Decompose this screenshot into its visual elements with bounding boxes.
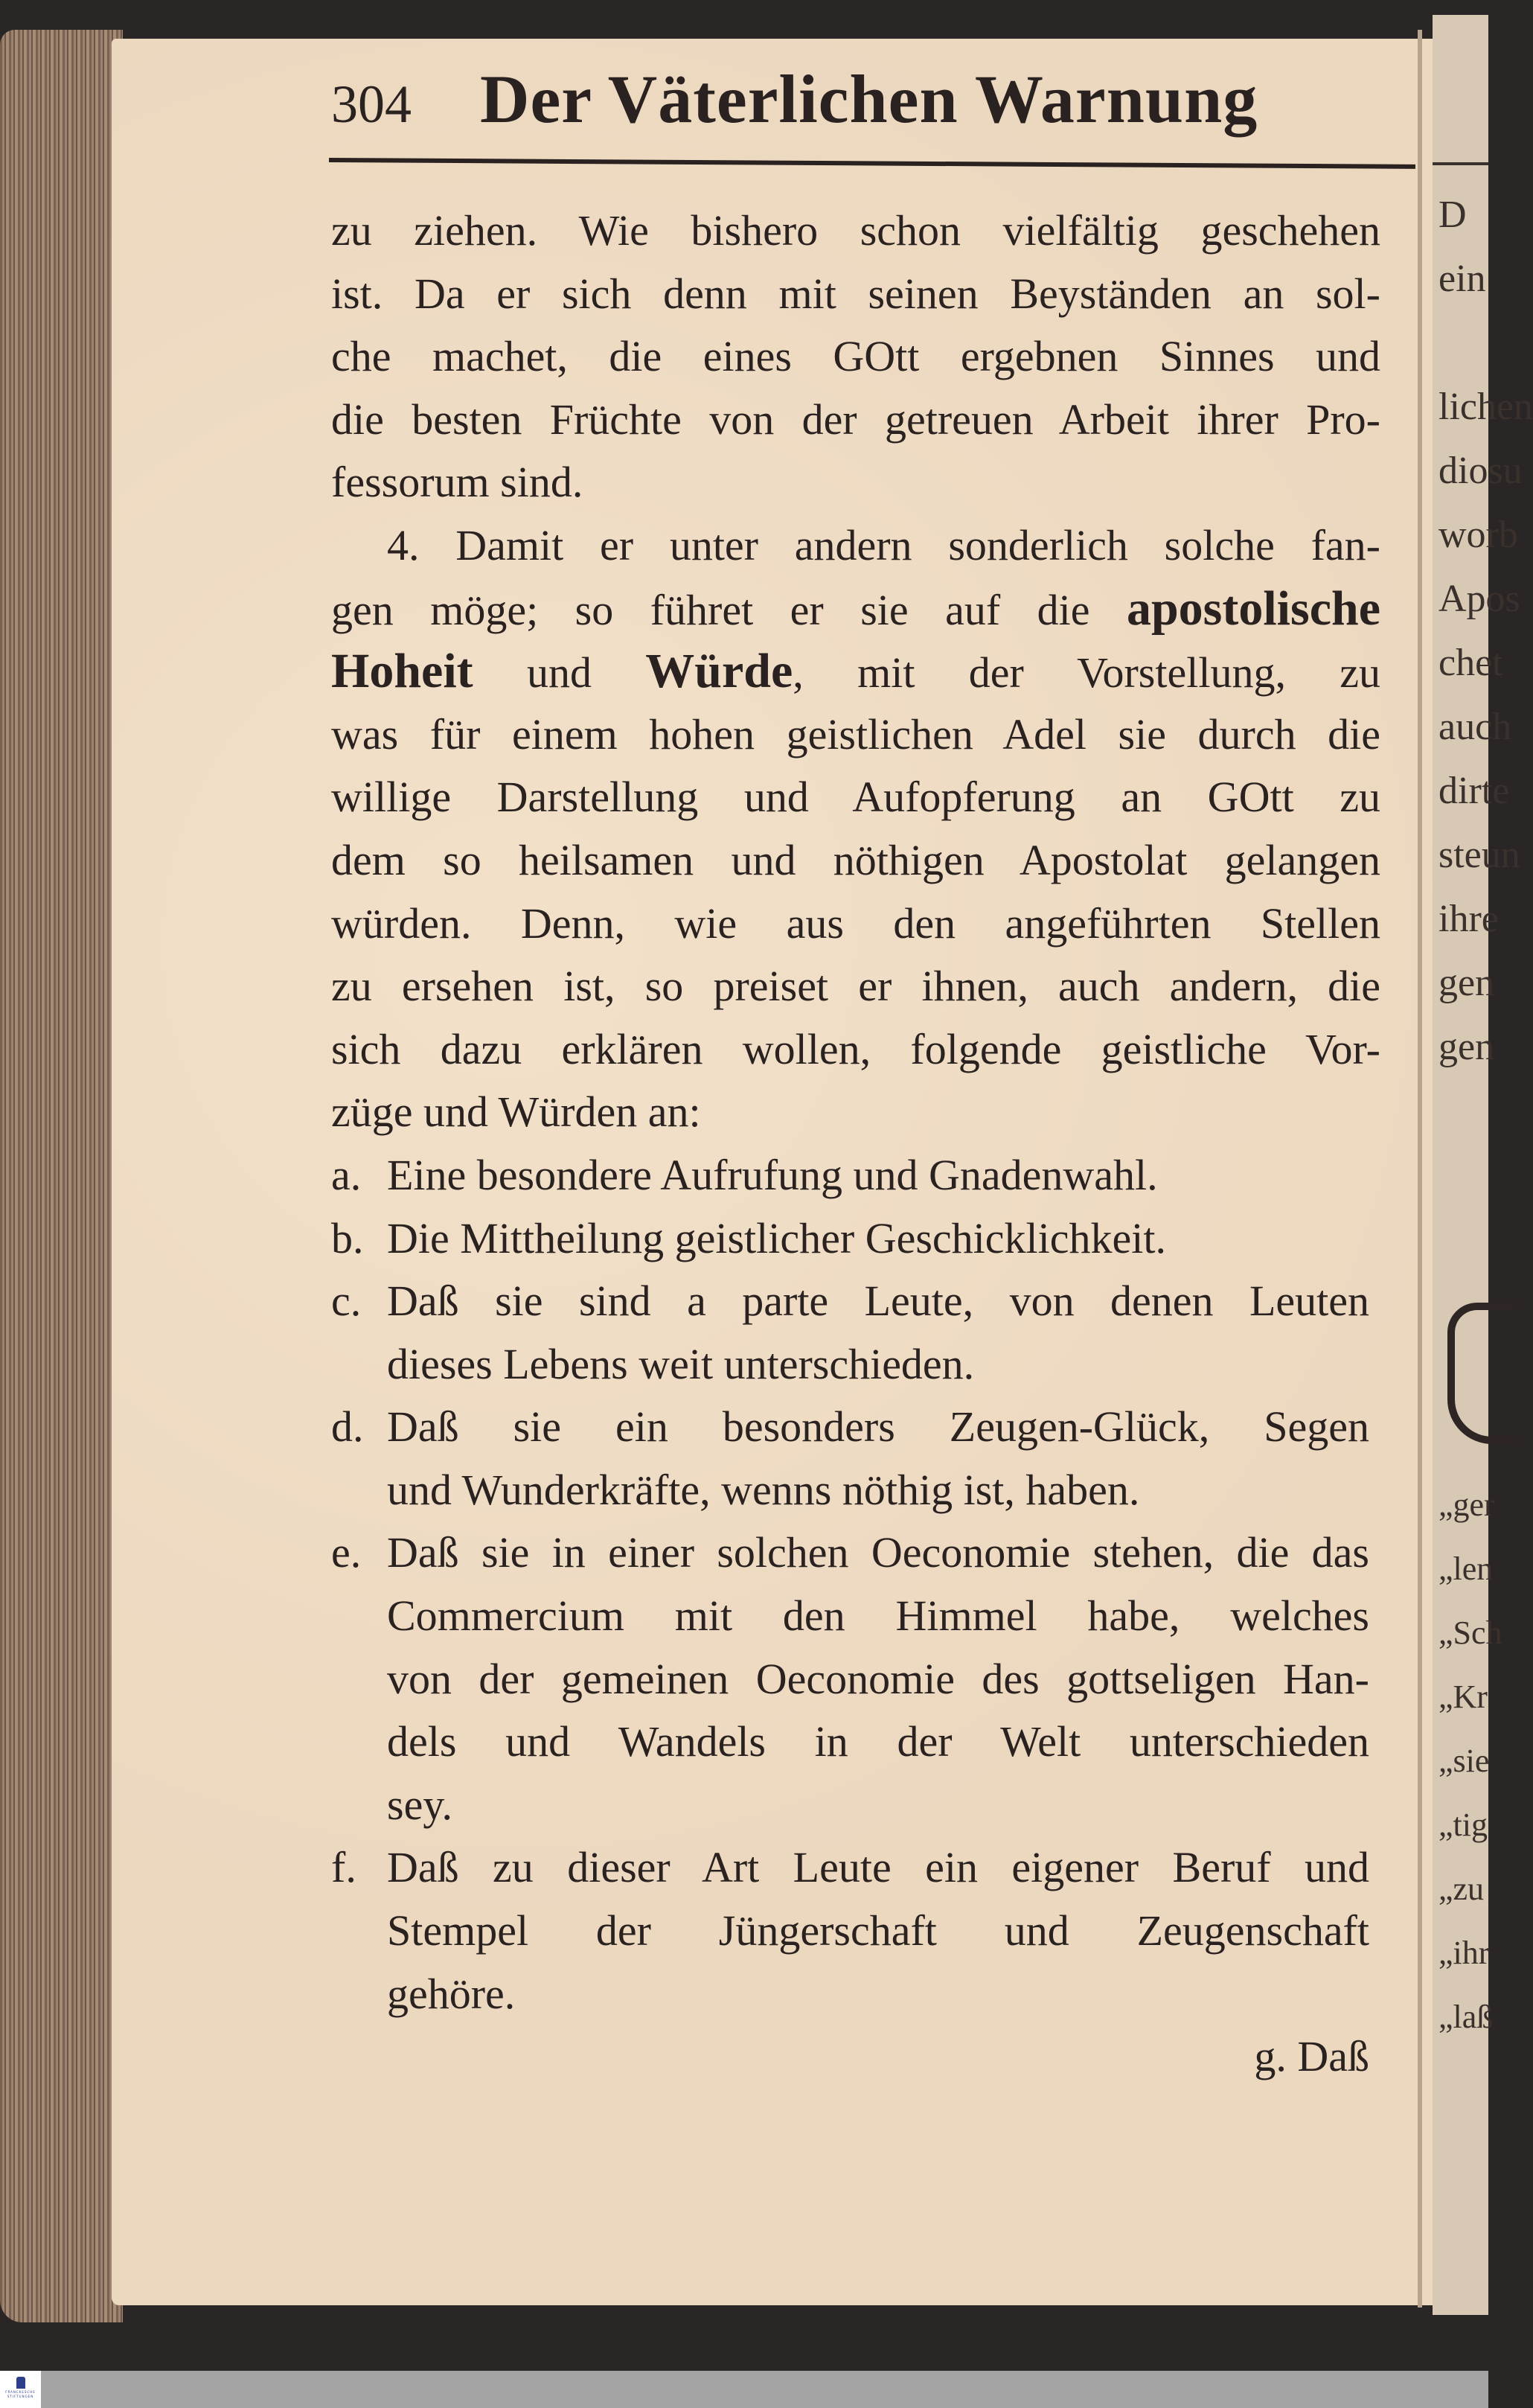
list-item-line: Stempel der Jüngerschaft und Zeugenschaft [387, 1906, 1369, 1955]
text-line: dem so heilsamen und nöthigen Apostolat gelangen [331, 835, 1380, 884]
adjacent-page-fragment: „ger [1438, 1486, 1495, 1523]
list-item [331, 1270, 1380, 1396]
adjacent-page-fragment: gen [1438, 1026, 1495, 1068]
adjacent-page-fragment: ein [1438, 258, 1486, 300]
list-item-line: und Wunderkräfte, wenns nöthig ist, haben. [387, 1465, 1140, 1514]
viewer-bottom-bar [0, 2371, 1488, 2408]
page-number: 304 [331, 74, 412, 134]
list-item [331, 1521, 1380, 1836]
list-item-line: Daß sie ein besonders Zeugen-Glück, Segen [387, 1402, 1369, 1451]
adjacent-page-fragment: diosu [1438, 450, 1523, 492]
list-item-line: gehöre. [387, 1969, 516, 2018]
logo-figure-icon [16, 2377, 25, 2389]
list-item-line: Daß sie in einer solchen Oeconomie stehen, die das [387, 1528, 1369, 1577]
page-fold [1418, 30, 1422, 2308]
text-line: was für einem hohen geistlichen Adel sie durch die [331, 709, 1380, 759]
logo-text-1: FRANCKESCHE [5, 2390, 36, 2394]
list-item-label: b. [331, 1213, 364, 1262]
text-line: züge und Würden an: [331, 1088, 701, 1137]
list-item-line: dels und Wandels in der Welt unterschieden [387, 1717, 1369, 1766]
adjacent-page-strip [1433, 15, 1533, 2315]
adjacent-page-fragment: ihre [1438, 898, 1499, 940]
list-item-line: dieses Lebens weit unterschieden. [387, 1339, 975, 1388]
text-line: sich dazu erklären wollen, folgende geistliche Vor- [331, 1024, 1380, 1073]
list-item-line: Daß sie sind a parte Leute, von denen Leuten [387, 1277, 1369, 1326]
text-line [331, 578, 1380, 641]
running-title: Der Väterlichen Warnung [480, 61, 1258, 137]
adjacent-page-fragment: „ihr [1438, 1935, 1490, 1971]
list-item-line: Commercium mit den Himmel habe, welches [387, 1591, 1369, 1641]
list-item-line: Die Mittheilung geistlicher Geschicklichkeit. [387, 1213, 1166, 1262]
text-segment: , mit der Vorstellung, zu [793, 648, 1380, 697]
adjacent-page-fragment: „Sch [1438, 1615, 1502, 1651]
list-item [331, 1144, 1380, 1207]
text-line: zu ersehen ist, so preiset er ihnen, auch andern, die [331, 962, 1380, 1011]
emphasized-text: Würde [645, 644, 793, 699]
list-item-line: Eine besondere Aufrufung und Gnadenwahl. [387, 1150, 1158, 1199]
emphasized-text: Hoheit [331, 644, 473, 699]
list-item-label: a. [331, 1150, 362, 1199]
adjacent-page-fragment: Apos [1438, 578, 1520, 620]
adjacent-page-fragment [1438, 311, 1533, 375]
list-item-line: von der gemeinen Oeconomie des gottseligen Han- [387, 1654, 1369, 1703]
adjacent-page-upper-text [1438, 183, 1533, 1079]
text-line: die besten Früchte von der getreuen Arbeit ihrer Pro- [331, 395, 1380, 444]
adjacent-page-fragment: „tig [1438, 1807, 1488, 1843]
adjacent-page-fragment: „laß [1438, 1999, 1494, 2035]
adjacent-page-fragment: gen [1438, 962, 1495, 1004]
adjacent-page-fragment: auch [1438, 706, 1512, 748]
adjacent-page-fragment: worb [1438, 514, 1518, 556]
ornament-initial-icon [1447, 1303, 1514, 1444]
list-item [331, 1396, 1380, 1521]
adjacent-page-fragment: D [1438, 194, 1467, 236]
text-segment: und [473, 648, 646, 697]
adjacent-page-fragment: dirte [1438, 770, 1510, 812]
list-item [331, 1207, 1380, 1271]
text-line: zu ziehen. Wie bishero schon vielfältig geschehen [331, 206, 1380, 255]
adjacent-page-fragment: „len [1438, 1550, 1494, 1587]
book-page-edges [0, 30, 123, 2322]
text-line: ist. Da er sich denn mit seinen Beyständen an sol- [331, 269, 1380, 318]
text-segment: gen möge; so führet er sie auf die [331, 585, 1127, 634]
list-item-line: Daß zu dieser Art Leute ein eigener Beruf und [387, 1843, 1369, 1892]
logo-text-2: STIFTUNGEN [7, 2395, 34, 2398]
adjacent-page-fragment: „zu [1438, 1871, 1485, 1907]
list-item-label: f. [331, 1843, 356, 1892]
adjacent-page-fragment: lichen [1438, 386, 1533, 428]
list-item-line: sey. [387, 1780, 453, 1829]
page-body [331, 199, 1380, 2089]
adjacent-page-fragment: steun [1438, 834, 1520, 876]
emphasized-text: apostolische [1126, 581, 1380, 636]
catchword: g. Daß [1254, 2032, 1369, 2081]
text-line: würden. Denn, wie aus den angeführten Stellen [331, 898, 1380, 948]
adjacent-page-fragment: „Kr [1438, 1679, 1488, 1715]
adjacent-page-rule [1433, 162, 1488, 165]
text-line: fessorum sind. [331, 458, 583, 507]
list-item-label: e. [331, 1528, 362, 1577]
adjacent-page-lower-text [1438, 1473, 1502, 2049]
text-line [331, 640, 1380, 703]
institution-logo [0, 2371, 41, 2408]
text-line: 4. Damit er unter andern sonderlich solche fan- [387, 520, 1380, 569]
list-item [331, 1836, 1380, 2025]
text-line: che machet, die eines GOtt ergebnen Sinnes und [331, 332, 1380, 381]
adjacent-page-fragment: „sie [1438, 1743, 1490, 1779]
list-item-label: d. [331, 1402, 364, 1451]
adjacent-page-fragment: chet [1438, 642, 1503, 684]
list-item-label: c. [331, 1277, 362, 1326]
text-line: willige Darstellung und Aufopferung an GOtt zu [331, 773, 1380, 822]
